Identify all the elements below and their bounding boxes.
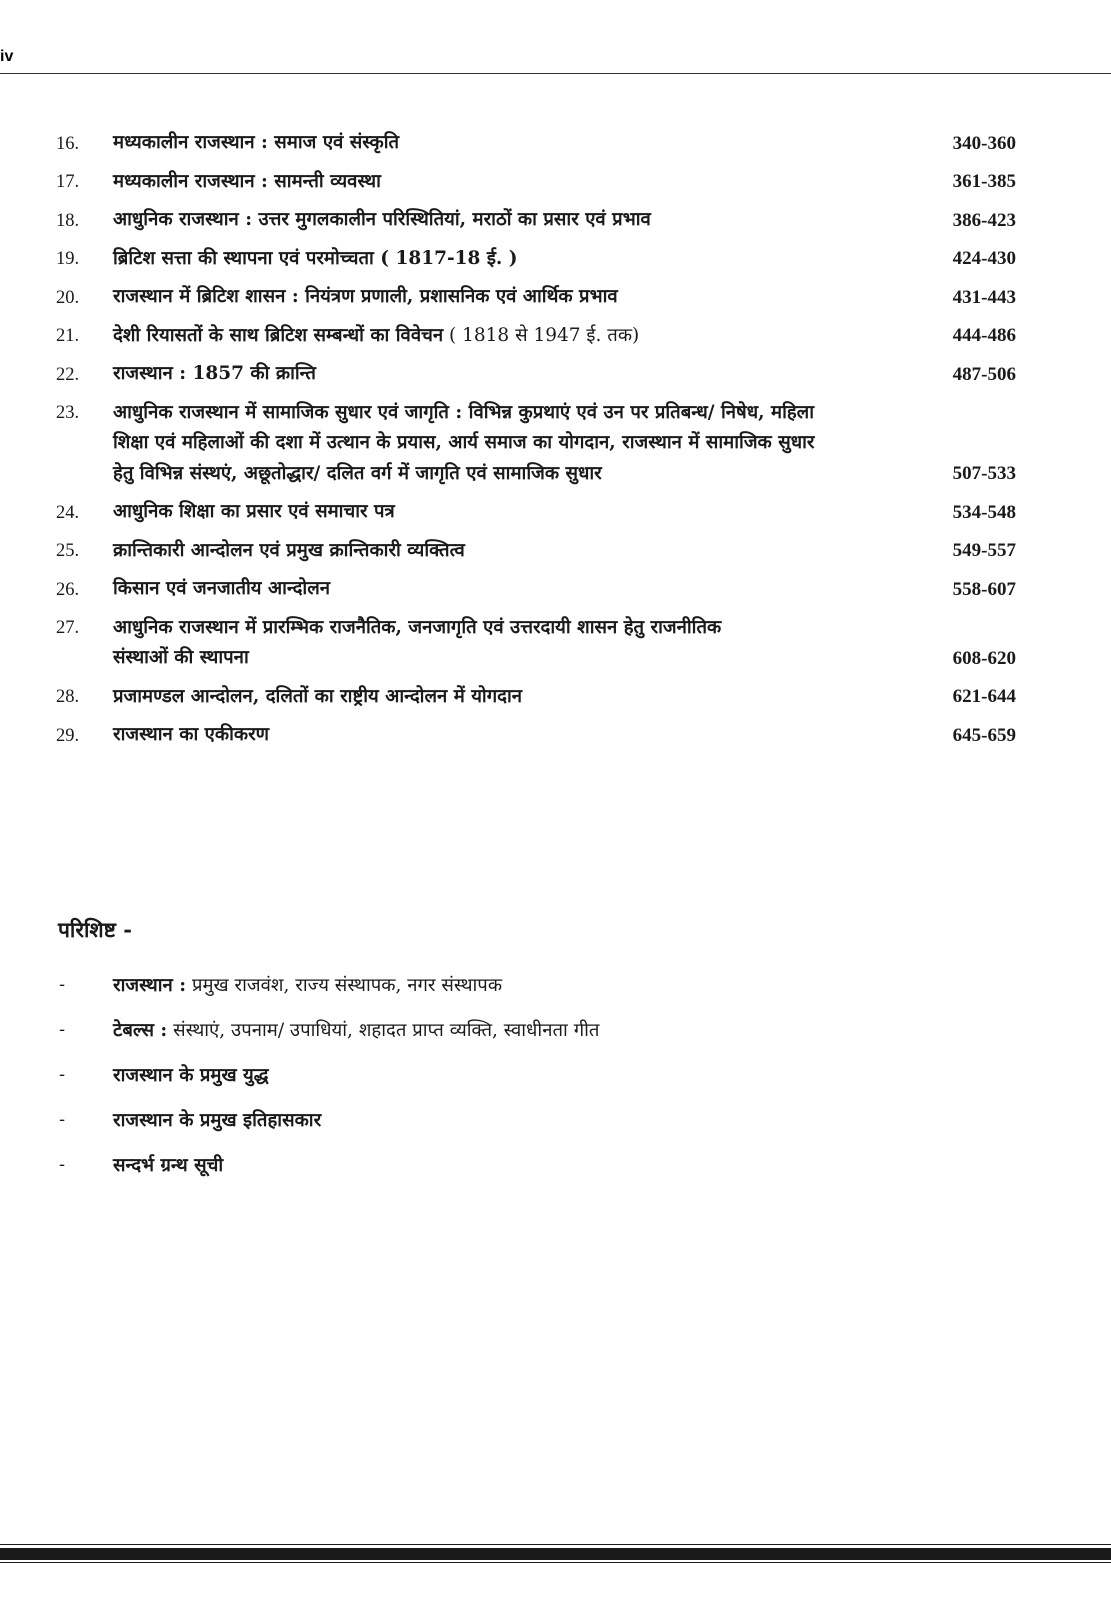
- appendix-item: [56, 962, 956, 1007]
- appendix-item-bold: राजस्थान के प्रमुख इतिहासकार: [113, 1110, 322, 1131]
- appendix-item-text: [113, 972, 502, 997]
- chapter-number: 25.: [56, 541, 80, 561]
- footer-band: [0, 1548, 1111, 1560]
- page-range: 507-533: [952, 463, 1016, 484]
- appendix-item: [56, 1052, 956, 1097]
- toc-row: [56, 493, 1016, 532]
- appendix-item-text: [113, 1062, 269, 1087]
- chapter-title: राजस्थान : 1857 की क्रान्ति: [113, 363, 316, 384]
- chapter-title: मध्यकालीन राजस्थान : सामन्ती व्यवस्था: [113, 170, 381, 192]
- chapter-number: 16.: [56, 133, 80, 154]
- page-range: 621-644: [952, 686, 1016, 707]
- appendix-item-detail: प्रमुख राजवंश, राज्य संस्थापक, नगर संस्थापक: [186, 975, 503, 996]
- toc-row: [56, 394, 1016, 494]
- toc-row: [56, 317, 1016, 356]
- toc-row: [56, 678, 1016, 717]
- chapter-title: देशी रियासतों के साथ ब्रिटिश सम्बन्धों का विवेचन: [113, 324, 444, 346]
- chapter-title: मध्यकालीन राजस्थान : समाज एवं संस्कृति: [113, 132, 400, 153]
- toc-row: [56, 570, 1016, 609]
- list-dash: -: [59, 974, 66, 995]
- chapter-title: राजस्थान में ब्रिटिश शासन : नियंत्रण प्रणाली, प्रशासनिक एवं आर्थिक प्रभाव: [113, 286, 618, 307]
- chapter-title: आधुनिक राजस्थान में सामाजिक सुधार एवं जागृति : विभिन्न कुप्रथाएं एवं उन पर प्रतिबन्ध/ निषेध, महिला शिक्षा एवं महिलाओं की दशा में उत्थान के प्रयास, आर्य समाज का योगदान, राजस्थान में सामाजिक सुधार हेतु विभिन्न संस्थएं, अछूतोद्धार/ दलित वर्ग में जागृति एवं सामाजिक सुधार: [113, 401, 815, 484]
- appendix-item-text: [113, 1107, 321, 1132]
- page-range: 608-620: [952, 647, 1016, 669]
- chapter-number: 19.: [56, 249, 80, 269]
- toc-row: [56, 124, 1016, 163]
- chapter-title: आधुनिक शिक्षा का प्रसार एवं समाचार पत्र: [113, 501, 395, 522]
- chapter-number: 29.: [56, 725, 80, 746]
- appendix-item-bold: सन्दर्भ ग्रन्थ सूची: [113, 1155, 224, 1176]
- list-dash: -: [59, 1109, 66, 1130]
- page-range: 386-423: [952, 209, 1016, 231]
- list-dash: -: [59, 1154, 66, 1175]
- toc-row: [56, 163, 1016, 202]
- appendix-item-text: [113, 1152, 223, 1177]
- page-range: 549-557: [952, 540, 1016, 561]
- toc-row: [56, 201, 1016, 240]
- table-of-contents: [56, 124, 1016, 755]
- toc-row: [56, 716, 1016, 755]
- appendix-item: [56, 1097, 956, 1142]
- appendix-item: [56, 1142, 956, 1187]
- page-range: 487-506: [952, 363, 1016, 385]
- toc-row: [56, 240, 1016, 279]
- chapter-title: राजस्थान का एकीकरण: [113, 724, 270, 745]
- chapter-number: 28.: [56, 687, 80, 707]
- appendix-item: [56, 1007, 956, 1052]
- chapter-number: 21.: [56, 326, 80, 346]
- page-range: 431-443: [952, 286, 1016, 308]
- page-number: iv: [0, 48, 14, 65]
- chapter-title: किसान एवं जनजातीय आन्दोलन: [113, 578, 331, 599]
- appendix-item-bold: राजस्थान के प्रमुख युद्ध: [113, 1065, 269, 1086]
- chapter-title: ब्रिटिश सत्ता की स्थापना एवं परमोच्चता ( 1817-18 ई. ): [113, 247, 518, 269]
- appendix-heading: परिशिष्ट -: [58, 917, 132, 942]
- chapter-title: क्रान्तिकारी आन्दोलन एवं प्रमुख क्रान्तिकारी व्यक्तित्व: [113, 539, 465, 561]
- chapter-title-extra: ( 1818 से 1947 ई. तक): [443, 324, 640, 346]
- toc-row: [56, 355, 1016, 394]
- page-range: 424-430: [952, 248, 1016, 269]
- appendix-item-bold: टेबल्स :: [113, 1020, 168, 1041]
- chapter-title: आधुनिक राजस्थान : उत्तर मुगलकालीन परिस्थितियां, मराठों का प्रसार एवं प्रभाव: [113, 209, 651, 230]
- toc-row: [56, 532, 1016, 571]
- appendix-list: [56, 962, 956, 1187]
- header-rule: [0, 73, 1111, 74]
- chapter-number: 23.: [56, 402, 80, 423]
- footer-rule: [0, 1544, 1111, 1545]
- page-range: 558-607: [952, 578, 1016, 600]
- chapter-title: आधुनिक राजस्थान में प्रारम्भिक राजनैतिक, जनजागृति एवं उत्तरदायी शासन हेतु राजनीतिक संस्थाओं की स्थापना: [113, 616, 722, 668]
- page-range: 534-548: [952, 501, 1016, 523]
- chapter-title-container: [113, 321, 886, 352]
- appendix-item-text: [113, 1017, 599, 1042]
- appendix-item-bold: राजस्थान :: [113, 975, 187, 996]
- page-range: 361-385: [952, 171, 1016, 192]
- chapter-title: प्रजामण्डल आन्दोलन, दलितों का राष्ट्रीय आन्दोलन में योगदान: [113, 685, 523, 707]
- chapter-number: 27.: [56, 617, 80, 638]
- chapter-number: 24.: [56, 502, 80, 523]
- chapter-number: 22.: [56, 364, 80, 385]
- toc-row: [56, 278, 1016, 317]
- page-range: 645-659: [952, 724, 1016, 746]
- chapter-number: 17.: [56, 172, 80, 192]
- toc-row: [56, 609, 1016, 678]
- list-dash: -: [59, 1064, 66, 1085]
- page-range: 444-486: [952, 325, 1016, 346]
- chapter-number: 20.: [56, 287, 80, 308]
- footer-rule: [0, 1562, 1111, 1563]
- appendix-item-detail: संस्थाएं, उपनाम/ उपाधियां, शहादत प्राप्त व्यक्ति, स्वाधीनता गीत: [167, 1020, 600, 1041]
- chapter-number: 18.: [56, 210, 80, 231]
- page-range: 340-360: [952, 132, 1016, 154]
- chapter-number: 26.: [56, 579, 80, 600]
- list-dash: -: [59, 1019, 66, 1040]
